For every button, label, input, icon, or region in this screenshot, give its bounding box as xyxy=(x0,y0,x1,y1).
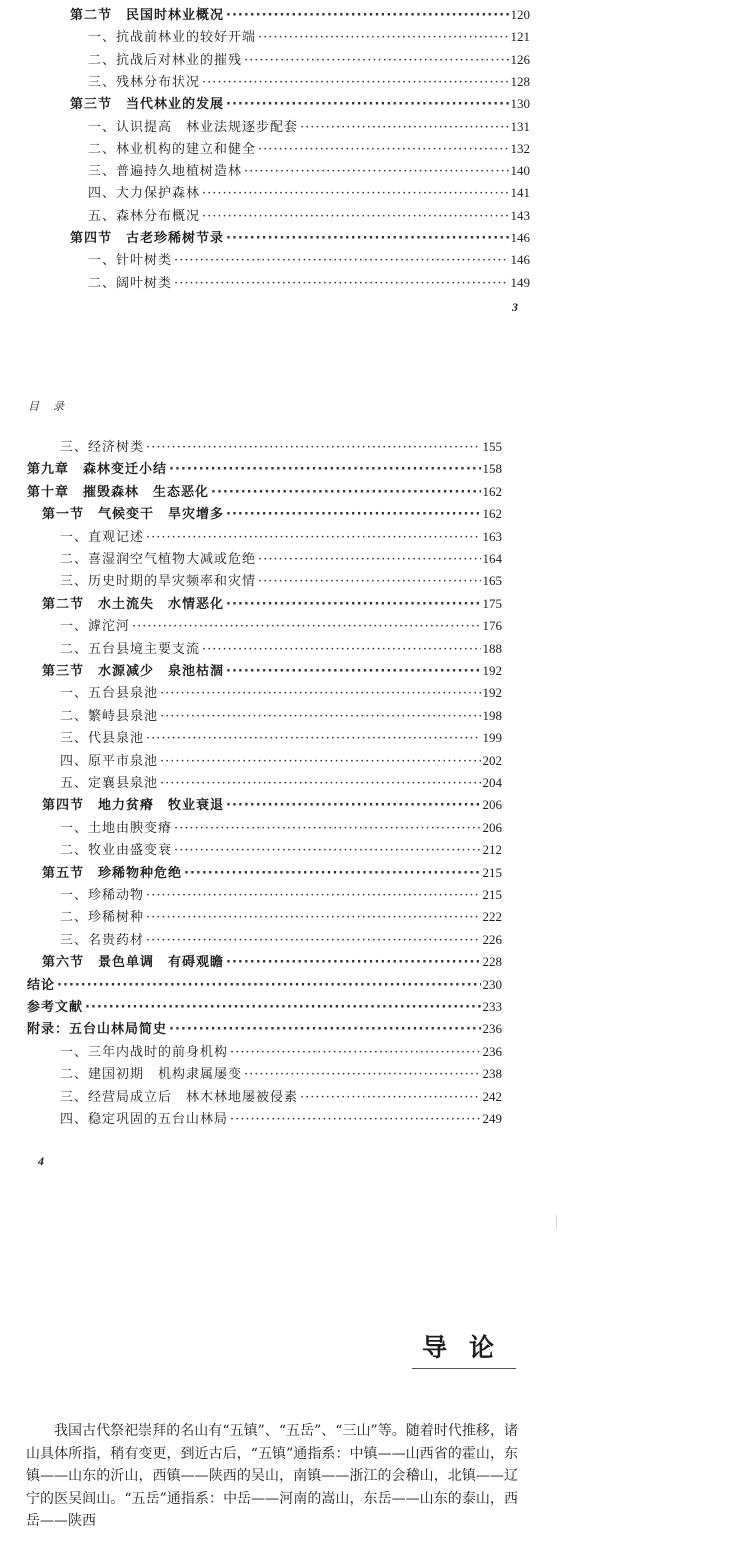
toc-entry-page: 128 xyxy=(510,73,530,89)
toc-entry-title: 三、残林分布状况 xyxy=(88,74,201,90)
toc-entry-page: 149 xyxy=(510,274,530,290)
toc-entry-page: 158 xyxy=(482,461,502,477)
toc-leader-dots xyxy=(226,96,508,114)
toc-entry-title: 一、滹沱河 xyxy=(60,619,131,635)
toc-entry xyxy=(27,976,502,994)
toc-entry-page: 132 xyxy=(510,140,530,156)
toc-entry xyxy=(60,819,502,837)
toc-leader-dots xyxy=(160,775,480,793)
toc-leader-dots xyxy=(169,1021,480,1039)
toc-entry-page: 192 xyxy=(482,663,502,678)
toc-entry xyxy=(60,931,502,949)
toc-leader-dots xyxy=(226,506,480,524)
toc-entry xyxy=(88,73,530,91)
introduction-title: 导论 xyxy=(412,1328,516,1369)
toc-entry-title: 结论 xyxy=(27,977,56,993)
introduction-paragraph: 我国古代祭祀崇拜的名山有“五镇”、“五岳”、“三山”等。随着时代推移，诸山具体所指，稍有变更，到近古后，“五镇”通指系：中镇——山西省的霍山，东镇——山东的沂山，西镇——陕西的吴山，南镇——浙江的会稽山，北镇——辽宁的医吴闾山。“五岳”通指系：中岳——河南的嵩山，东岳——山东的泰山，西岳——陕西 xyxy=(26,1423,518,1529)
page-number-4: 4 xyxy=(38,1154,44,1168)
toc-entry-page: 212 xyxy=(482,842,502,858)
toc-entry xyxy=(60,684,502,702)
toc-leader-dots xyxy=(211,484,480,502)
toc-entry-page: 226 xyxy=(482,931,502,947)
toc-entry-page: 206 xyxy=(482,797,502,813)
toc-entry-title: 第四节 古老珍稀树节录 xyxy=(70,231,225,246)
toc-entry xyxy=(60,572,502,590)
toc-entry-title: 三、历史时期的旱灾频率和灾情 xyxy=(60,574,257,590)
toc-leader-dots xyxy=(244,52,508,70)
toc-leader-dots xyxy=(146,439,480,457)
toc-entry xyxy=(88,162,530,180)
toc-entry-page: 206 xyxy=(482,819,502,835)
toc-entry-title: 第十章 摧毁森林 生态恶化 xyxy=(27,484,210,500)
toc-entry xyxy=(88,274,530,292)
toc-entry xyxy=(88,118,530,136)
toc-entry xyxy=(88,251,530,269)
toc-leader-dots xyxy=(160,708,480,726)
toc-entry-page: 236 xyxy=(482,1043,502,1059)
toc-entry-title: 第三节 水源减少 泉池枯涸 xyxy=(42,664,225,679)
toc-entry xyxy=(42,796,502,814)
toc-entry-page: 121 xyxy=(510,29,530,45)
toc-entry-title: 第四节 地力贫瘠 牧业衰退 xyxy=(42,798,225,814)
toc-leader-dots xyxy=(226,797,480,815)
toc-entry xyxy=(60,752,502,770)
toc-entry-page: 215 xyxy=(482,887,502,902)
toc-entry xyxy=(88,140,530,158)
toc-entry xyxy=(27,998,502,1016)
toc-entry xyxy=(60,1043,502,1061)
toc-entry-title: 二、珍稀树种 xyxy=(60,910,145,926)
toc-entry xyxy=(27,1020,502,1038)
toc-entry-page: 228 xyxy=(482,954,502,970)
toc-entry-title: 二、阔叶树类 xyxy=(88,275,173,291)
toc-entry-title: 第二节 民国时林业概况 xyxy=(70,8,225,23)
toc-entry xyxy=(70,229,530,247)
toc-leader-dots xyxy=(85,999,480,1017)
toc-entry xyxy=(42,595,502,613)
toc-leader-dots xyxy=(230,1111,480,1129)
toc-entry-title: 第二节 水土流失 水情恶化 xyxy=(42,596,225,612)
toc-entry-title: 三、代县泉池 xyxy=(60,731,145,747)
toc-leader-dots xyxy=(160,685,480,703)
toc-leader-dots xyxy=(230,1044,480,1062)
toc-entry xyxy=(60,707,502,725)
toc-entry-page: 230 xyxy=(482,976,502,992)
toc-entry-title: 四、原平市泉池 xyxy=(60,753,159,769)
toc-entry-page: 188 xyxy=(482,640,502,656)
toc-entry-page: 202 xyxy=(482,752,502,768)
toc-entry-page: 176 xyxy=(482,618,502,634)
toc-leader-dots xyxy=(146,529,480,547)
running-header: 目录 xyxy=(28,400,78,413)
toc-leader-dots xyxy=(244,163,508,181)
toc-entry-title: 一、抗战前林业的较好开端 xyxy=(88,30,257,46)
toc-entry-page: 146 xyxy=(510,230,530,245)
toc-entry-title: 四、稳定巩固的五台山林局 xyxy=(60,1112,229,1127)
toc-entry xyxy=(42,505,502,523)
toc-leader-dots xyxy=(146,932,480,950)
toc-entry xyxy=(60,1110,502,1128)
toc-entry-page: 164 xyxy=(482,551,502,566)
toc-entry xyxy=(27,483,502,501)
toc-leader-dots xyxy=(258,29,508,47)
toc-entry-page: 165 xyxy=(482,573,502,589)
toc-entry-title: 三、普遍持久地植树造林 xyxy=(88,164,243,180)
toc-entry xyxy=(70,95,530,113)
toc-leader-dots xyxy=(146,887,480,905)
toc-entry-title: 参考文献 xyxy=(27,1000,84,1015)
toc-leader-dots xyxy=(160,753,480,771)
toc-entry-page: 249 xyxy=(482,1111,502,1126)
toc-entry-title: 三、经营局成立后 林木林地屡被侵素 xyxy=(60,1089,299,1105)
toc-entry-title: 二、林业机构的建立和健全 xyxy=(88,141,257,157)
toc-entry-title: 第五节 珍稀物种危绝 xyxy=(42,865,183,881)
toc-leader-dots xyxy=(258,573,480,591)
toc-entry-page: 198 xyxy=(482,707,502,723)
toc-entry-title: 第六节 景色单调 有碍观瞻 xyxy=(42,955,225,971)
toc-entry xyxy=(88,207,530,225)
toc-entry-page: 120 xyxy=(510,7,530,22)
toc-leader-dots xyxy=(202,74,508,92)
toc-entry-title: 第三节 当代林业的发展 xyxy=(70,97,225,113)
toc-leader-dots xyxy=(174,820,480,838)
toc-entry xyxy=(60,886,502,904)
toc-entry-page: 131 xyxy=(510,118,530,134)
toc-leader-dots xyxy=(146,909,480,927)
toc-entry-page: 146 xyxy=(510,252,530,268)
toc-entry-page: 238 xyxy=(482,1066,502,1082)
toc-entry xyxy=(42,864,502,882)
toc-entry xyxy=(88,28,530,46)
toc-leader-dots xyxy=(300,119,508,137)
toc-leader-dots xyxy=(174,842,480,860)
toc-entry-title: 一、直观记述 xyxy=(60,529,145,545)
toc-leader-dots xyxy=(202,208,508,226)
toc-leader-dots xyxy=(169,461,480,479)
toc-entry-page: 204 xyxy=(482,775,502,790)
toc-entry xyxy=(70,6,530,24)
toc-leader-dots xyxy=(174,275,508,293)
toc-entry-page: 233 xyxy=(482,999,502,1014)
page-number-3: 3 xyxy=(512,300,518,314)
toc-leader-dots xyxy=(57,977,480,995)
toc-entry-title: 一、五台县泉池 xyxy=(60,686,159,702)
toc-entry xyxy=(42,662,502,680)
toc-leader-dots xyxy=(258,141,508,159)
toc-entry-title: 一、三年内战时的前身机构 xyxy=(60,1044,229,1060)
toc-entry-title: 一、珍稀动物 xyxy=(60,888,145,903)
toc-leader-dots xyxy=(258,551,480,569)
toc-leader-dots xyxy=(226,663,480,681)
toc-entry xyxy=(60,908,502,926)
toc-entry-title: 二、喜湿润空气植物大减或危绝 xyxy=(60,552,257,567)
toc-leader-dots xyxy=(226,596,480,614)
toc-entry-title: 五、森林分布概况 xyxy=(88,208,201,224)
toc-leader-dots xyxy=(146,730,480,748)
toc-leader-dots xyxy=(174,252,508,270)
toc-entry-page: 162 xyxy=(482,483,502,499)
toc-entry-page: 163 xyxy=(482,528,502,544)
toc-entry-page: 236 xyxy=(482,1021,502,1037)
toc-entry-title: 二、五台县境主要支流 xyxy=(60,641,201,657)
toc-entry xyxy=(88,51,530,69)
toc-entry-page: 140 xyxy=(510,163,530,179)
toc-entry-page: 130 xyxy=(510,96,530,112)
toc-entry-page: 155 xyxy=(482,439,502,454)
toc-entry-title: 第九章 森林变迁小结 xyxy=(27,462,168,478)
toc-entry-title: 三、经济树类 xyxy=(60,440,145,455)
toc-leader-dots xyxy=(300,1089,480,1107)
toc-entry-title: 第一节 气候变干 旱灾增多 xyxy=(42,507,225,523)
toc-entry-page: 141 xyxy=(510,185,530,201)
toc-leader-dots xyxy=(226,7,508,25)
toc-entry-title: 三、名贵药材 xyxy=(60,932,145,948)
toc-entry xyxy=(27,460,502,478)
toc-entry xyxy=(60,774,502,792)
toc-entry xyxy=(60,617,502,635)
toc-entry-title: 二、牧业由盛变衰 xyxy=(60,843,173,859)
toc-entry-title: 附录：五台山林局简史 xyxy=(27,1022,168,1038)
toc-entry-page: 222 xyxy=(482,909,502,925)
toc-entry xyxy=(60,841,502,859)
toc-entry-page: 192 xyxy=(482,685,502,701)
toc-entry-title: 一、土地由腴变瘠 xyxy=(60,820,173,836)
toc-entry-title: 五、定襄县泉池 xyxy=(60,776,159,791)
toc-entry-page: 199 xyxy=(482,730,502,746)
scan-artifact xyxy=(556,1215,557,1229)
toc-entry-title: 四、大力保护森林 xyxy=(88,186,201,202)
toc-entry-title: 一、针叶树类 xyxy=(88,253,173,269)
toc-entry xyxy=(60,1088,502,1106)
toc-entry-page: 126 xyxy=(510,51,530,67)
toc-entry xyxy=(60,640,502,658)
toc-entry-page: 162 xyxy=(482,506,502,522)
toc-entry-title: 二、建国初期 机构隶属屡变 xyxy=(60,1067,243,1083)
toc-leader-dots xyxy=(244,1066,480,1084)
toc-leader-dots xyxy=(226,230,508,248)
toc-entry xyxy=(60,1065,502,1083)
toc-leader-dots xyxy=(184,865,480,883)
toc-leader-dots xyxy=(202,185,508,203)
toc-leader-dots xyxy=(226,954,480,972)
toc-entry-title: 一、认识提高 林业法规逐步配套 xyxy=(88,119,299,135)
toc-entry-title: 二、繁峙县泉池 xyxy=(60,708,159,724)
toc-entry xyxy=(88,184,530,202)
toc-leader-dots xyxy=(132,618,480,636)
toc-entry-page: 215 xyxy=(482,864,502,880)
toc-entry-title: 二、抗战后对林业的摧残 xyxy=(88,52,243,68)
toc-entry-page: 175 xyxy=(482,595,502,611)
toc-leader-dots xyxy=(202,641,480,659)
toc-entry xyxy=(60,438,502,456)
toc-entry-page: 242 xyxy=(482,1088,502,1104)
toc-entry xyxy=(60,528,502,546)
toc-entry-page: 143 xyxy=(510,207,530,223)
toc-entry xyxy=(60,729,502,747)
toc-entry xyxy=(60,550,502,568)
toc-entry xyxy=(42,953,502,971)
